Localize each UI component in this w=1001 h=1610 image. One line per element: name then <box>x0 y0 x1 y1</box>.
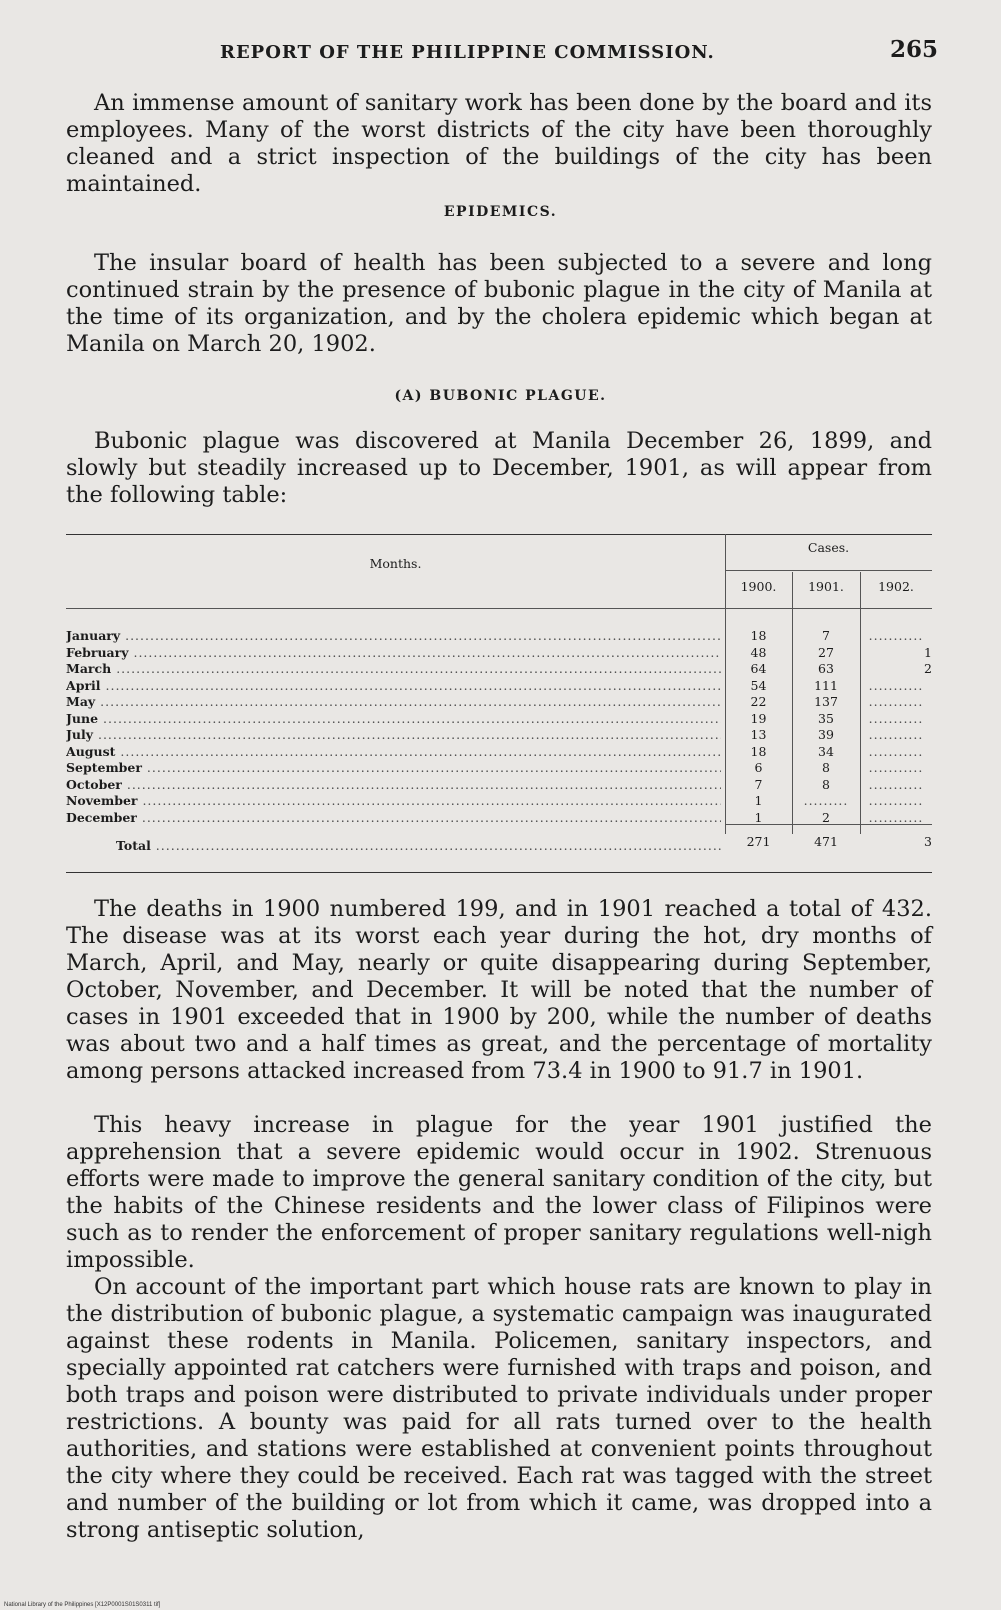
month-label: April ..... <box>66 678 721 695</box>
month-label: July ..... <box>66 727 721 744</box>
cell-1900: 6 <box>754 760 763 775</box>
total-1901: 471 <box>814 834 838 849</box>
column-1902 <box>860 628 932 826</box>
months-column <box>66 628 721 826</box>
cell-1900: 18 <box>750 628 767 643</box>
cell-1900: 1 <box>754 793 763 808</box>
months-header: Months. <box>369 556 422 571</box>
running-head: REPORT OF THE PHILIPPINE COMMISSION. <box>220 42 715 63</box>
cases-subheader-rule <box>725 570 932 571</box>
cell-1900: 48 <box>750 644 767 660</box>
cell-1901: 8 <box>822 760 830 775</box>
cell-1901: 2 <box>822 809 830 825</box>
page-header <box>60 36 938 70</box>
month-label: December ..... <box>66 810 721 827</box>
cell-1902-empty: ........... <box>868 793 924 808</box>
month-label: June ..... <box>66 711 721 728</box>
cell-1900: 7 <box>754 776 763 792</box>
cases-header: Cases. <box>807 540 850 555</box>
month-label: September ..... <box>66 760 721 777</box>
year-header-1900: 1900. <box>740 579 777 594</box>
cell-1901: 111 <box>814 677 838 693</box>
cell-1902-empty: ........... <box>868 694 924 709</box>
cases-table <box>66 534 932 874</box>
cell-1901: 8 <box>822 776 830 792</box>
cell-1900: 18 <box>750 743 767 759</box>
year-header-1901: 1901. <box>808 579 844 594</box>
cell-1902-empty: ........... <box>868 760 924 775</box>
cell-1902: 1 <box>924 644 932 660</box>
month-label: March ..... <box>66 661 721 678</box>
header-bottom-rule <box>66 608 932 609</box>
table-top-rule <box>66 534 932 535</box>
cell-1901-empty: ......... <box>803 793 849 808</box>
month-label: January ..... <box>66 628 721 645</box>
cell-1902-empty: ........... <box>868 809 924 825</box>
month-label: May ..... <box>66 694 721 711</box>
cell-1902-empty: ........... <box>868 628 924 643</box>
cell-1900: 19 <box>750 710 767 726</box>
page-number: 265 <box>889 36 938 63</box>
cell-1902-empty: ........... <box>868 677 924 693</box>
paragraph-heavy-increase: This heavy increase in plague for the year 1901 justified the apprehension that a severe epidemic would occur in 1902. Strenuous efforts were made to improve the general sanitary condition of the city, but the habits of the Chinese residents and the lower class of Filipinos were such as to render the enforcement of proper sanitary regulations well-nigh impossible. <box>66 1112 932 1273</box>
paragraph-deaths: The deaths in 1900 numbered 199, and in 1901 reached a total of 432. The disease was at its worst each year during the hot, dry months of March, April, and May, nearly or quite disappearing during September, October, November, and December. It will be noted that the number of cases in 1901 exceeded that in 1900 by 200, while the number of deaths was about two and a half times as great, and the percentage of mortality among persons attacked increased from 73.4 in 1900 to 91.7 in 1901. <box>66 896 932 1084</box>
month-label: November ..... <box>66 793 721 810</box>
cell-1902: 2 <box>924 661 932 676</box>
cell-1902-empty: ........... <box>868 743 924 759</box>
cell-1901: 35 <box>818 710 834 726</box>
column-1900 <box>725 628 792 826</box>
table-bottom-rule <box>66 872 932 873</box>
cell-1900: 1 <box>754 809 763 825</box>
month-label: August ..... <box>66 744 721 761</box>
column-1901 <box>792 628 860 826</box>
section-title-epidemics: EPIDEMICS. <box>443 204 558 220</box>
scan-footer: National Library of the Philippines [X12P0001S01S0311 tif] <box>4 1602 161 1608</box>
cell-1902-empty: ........... <box>868 710 924 726</box>
cell-1900: 13 <box>750 727 767 742</box>
month-label: February ..... <box>66 645 721 662</box>
paragraph-sanitary-work: An immense amount of sanitary work has been done by the board and its employees. Many of the worst districts of the city have been thoroughly cleaned and a strict inspection of the buildings of the city has been maintained. <box>66 90 932 197</box>
month-label: October ..... <box>66 777 721 794</box>
cell-1900: 64 <box>750 661 767 676</box>
cell-1901: 34 <box>818 743 834 759</box>
section-title-bubonic-plague: (A) BUBONIC PLAGUE. <box>394 388 607 404</box>
total-1900: 271 <box>746 834 771 849</box>
total-label: Total ..... <box>116 838 721 853</box>
paragraph-rat-campaign: On account of the important part which house rats are known to play in the distribution of bubonic plague, a systematic campaign was inaugurated against these rodents in Manila. Policemen, sanitary inspectors, and specially appointed rat catchers were furnished with traps and poison, and both traps and poison were distributed to private individuals under proper restrictions. A bounty was paid for all rats turned over to the health authorities, and stations were established at convenient points throughout the city where they could be received. Each rat was tagged with the street and number of the building or lot from which it came, was dropped into a strong antiseptic solution, <box>66 1274 932 1543</box>
cell-1901: 27 <box>818 644 834 660</box>
cell-1901: 63 <box>818 661 834 676</box>
cell-1900: 22 <box>750 694 767 709</box>
year-header-1902: 1902. <box>878 579 914 594</box>
cell-1901: 7 <box>822 628 830 643</box>
cell-1901: 137 <box>814 694 838 709</box>
total-1902: 3 <box>924 834 932 849</box>
paragraph-plague-discovered: Bubonic plague was discovered at Manila December 26, 1899, and slowly but steadily increased up to December, 1901, as will appear from the following table: <box>66 428 932 508</box>
cell-1900: 54 <box>750 677 767 693</box>
paragraph-insular-board: The insular board of health has been subjected to a severe and long continued strain by the presence of bubonic plague in the city of Manila at the time of its organization, and by the cholera epidemic which began at Manila on March 20, 1902. <box>66 250 932 357</box>
cell-1902-empty: ........... <box>868 727 924 742</box>
cell-1902-empty: ........... <box>868 776 924 792</box>
cell-1901: 39 <box>818 727 834 742</box>
